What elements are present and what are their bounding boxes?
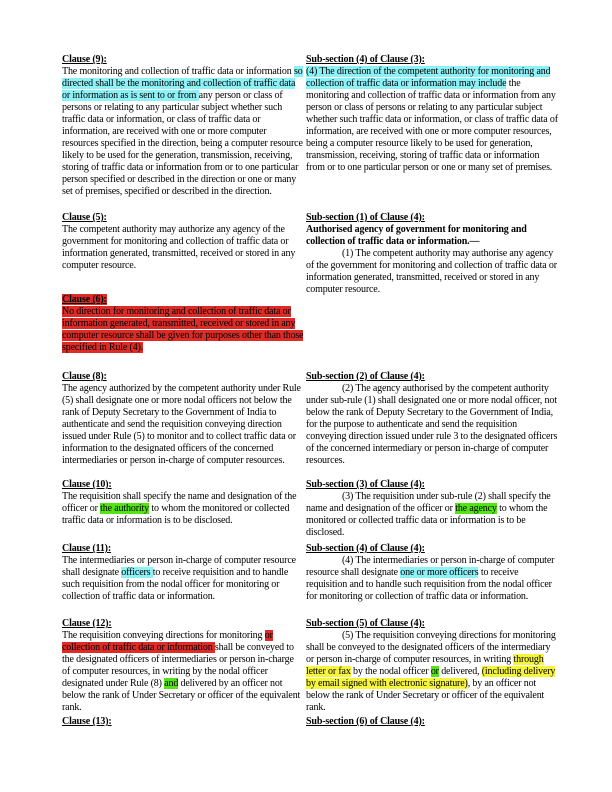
paragraph — [306, 224, 558, 248]
heading-text: Sub-section (4) of Clause (4): — [306, 543, 425, 554]
right-column-cell — [306, 543, 558, 603]
paragraph — [306, 491, 558, 539]
clause-heading — [62, 716, 304, 728]
text-run: The requisition conveying directions for monitoring — [62, 630, 265, 641]
text-run: , by an officer not below the rank of Under Secretary or officer of the equivalent rank. — [306, 678, 545, 713]
section — [62, 54, 304, 198]
heading-text: Sub-section (5) of Clause (4): — [306, 618, 425, 629]
text-run: (3) The requisition under sub-rule (2) shall specify the name and designation of the officer or — [306, 491, 551, 514]
right-column-cell — [306, 479, 558, 539]
paragraph — [306, 383, 558, 467]
section — [62, 212, 304, 272]
text-run: The monitoring and collection of traffic data or information — [62, 66, 294, 77]
heading-text: Sub-section (1) of Clause (4): — [306, 212, 425, 223]
highlighted-text-run: or collection of traffic data or information — [62, 630, 273, 653]
clause-heading — [62, 479, 304, 491]
section — [62, 716, 304, 728]
heading-text: Clause (5): — [62, 212, 107, 223]
right-column-cell — [306, 371, 558, 467]
paragraph — [62, 224, 304, 272]
section — [306, 54, 558, 174]
paragraph — [62, 66, 304, 198]
section — [306, 716, 558, 728]
heading-text: Sub-section (6) of Clause (4): — [306, 716, 425, 727]
heading-text: Clause (13): — [62, 716, 112, 727]
text-run: The competent authority may authorize any agency of the government for monitoring and collection of traffic data or information generated, transmitted, received or stored in any computer resource. — [62, 224, 296, 271]
left-column-cell — [62, 54, 304, 198]
right-column-cell — [306, 618, 558, 714]
highlighted-text-run: so directed shall be the monitoring and collection of traffic data or information as is sent to or from — [62, 66, 303, 101]
clause-heading — [62, 371, 304, 383]
highlighted-text-run: and — [164, 678, 179, 689]
right-column-cell — [306, 54, 558, 174]
heading-text: Clause (10): — [62, 479, 112, 490]
text-run: (1) The competent authority may authorise any agency of the government for monitoring and collection of traffic data or information generated, transmitted, received or stored in any computer resource. — [306, 248, 557, 295]
left-column-cell — [62, 212, 304, 354]
paragraph — [62, 306, 304, 354]
heading-text: Clause (6): — [62, 294, 107, 305]
subsection-heading — [306, 479, 558, 491]
text-run: any person or class of persons or relating to any particular subject whether such traffic data or information, or class of traffic data or information, are received with one or more computer resources specified in the direction, being a computer resource likely to be used for the generation, transmission, receiving, storing of traffic data or information from or to one particular person specified or described in the direction or one or many set of premises, specified or described in the direction. — [62, 90, 303, 197]
highlighted-text-run: through letter or fax — [306, 654, 544, 677]
text-run: to whom the monitored or collected traffic data or information is to be disclosed. — [62, 503, 290, 526]
section — [306, 479, 558, 539]
subsection-heading — [306, 716, 558, 728]
section — [62, 294, 304, 354]
subsection-heading — [306, 54, 558, 66]
right-column-cell — [306, 212, 558, 296]
highlighted-text-run: (including delivery by email signed with electronic signature) — [306, 666, 556, 689]
section — [62, 543, 304, 603]
left-column-cell — [62, 618, 304, 714]
highlighted-text-run: or — [430, 666, 439, 677]
right-column-cell — [306, 716, 558, 728]
paragraph — [62, 491, 304, 527]
paragraph — [62, 383, 304, 467]
text-run: (2) The agency authorised by the competent authority under sub-rule (1) shall designated one or more nodal officer, not below the rank of Deputy Secretary to the Government of India, for the purpose to authenticate and send the requisition conveying direction issued under rule 3 to the designated officers of the concerned intermediary or person in-charge of computer resources. — [306, 383, 558, 466]
text-run: (5) The requisition conveying directions for monitoring shall be conveyed to the designated officers of the intermediary or person in-charge of computer resources, in writing — [306, 630, 556, 665]
section — [306, 618, 558, 714]
text-run: the monitoring and collection of traffic data or information from any person or class of persons or relating to any particular subject whether such traffic data or information, or class of traffic data of information, are received with one or more computer resources, being a computer resource likely to be used for generation, transmission, receiving, storing of traffic data or information from or to one particular person or one or many set of premises. — [306, 78, 558, 173]
heading-text: Clause (9): — [62, 54, 107, 65]
highlighted-text-run: officers — [121, 567, 153, 578]
paragraph — [306, 248, 558, 296]
highlighted-text-run: No direction for monitoring and collection of traffic data or information generated, transmitted, received or stored in any computer resource shall be given for purposes other than those specified in Rule (4). — [62, 306, 304, 353]
paragraph — [306, 630, 558, 714]
text-run: shall be conveyed to the designated officers of intermediaries or person in-charge of computer resources, in writing by the nodal officer designated under Rule (8) — [62, 642, 294, 689]
left-column-cell — [62, 543, 304, 603]
subsection-heading — [306, 212, 558, 224]
subsection-heading — [306, 618, 558, 630]
clause-heading — [62, 54, 304, 66]
section — [306, 371, 558, 467]
section — [306, 212, 558, 296]
heading-text: Clause (8): — [62, 371, 107, 382]
highlighted-text-run: the agency — [455, 503, 497, 514]
heading-text: Clause (11): — [62, 543, 112, 554]
paragraph — [306, 555, 558, 603]
left-column-cell — [62, 479, 304, 527]
paragraph — [306, 66, 558, 174]
subsection-heading — [306, 543, 558, 555]
heading-text: Clause (12): — [62, 618, 112, 629]
paragraph — [62, 555, 304, 603]
text-run: The intermediaries or person in-charge of computer resource shall designate — [62, 555, 296, 578]
text-run: to whom the monitored or collected traffic data or information is to be disclosed. — [306, 503, 548, 538]
text-run: Authorised agency of government for monitoring and collection of traffic data or information.— — [306, 224, 527, 247]
text-run: by the nodal officer — [350, 666, 431, 677]
left-column-cell — [62, 371, 304, 467]
text-run: delivered, — [438, 666, 482, 677]
text-run: The agency authorized by the competent authority under Rule (5) shall designate one or more nodal officers not below the rank of Deputy Secretary to the Government of India to authenticate and send the requisition conveying direction issued under Rule (5) to monitor and to collect traffic data or information to the designated officers of the concerned intermediaries or person in-charge of computer resources. — [62, 383, 301, 466]
text-run: to receive requisition and to handle such requisition from the nodal officer for monitoring or collection of traffic data or information. — [62, 567, 289, 602]
text-run: (4) The intermediaries or person in-charge of computer resource shall designate — [306, 555, 555, 578]
section — [306, 543, 558, 603]
clause-heading — [62, 212, 304, 224]
highlighted-text-run: (4) The direction of the competent authority for monitoring and collection of traffic data or information may include — [306, 66, 551, 89]
section — [62, 371, 304, 467]
clause-heading — [62, 618, 304, 630]
subsection-heading — [306, 371, 558, 383]
section — [62, 618, 304, 714]
left-column-cell — [62, 716, 304, 728]
text-run: delivered by an officer not below the rank of Under Secretary or officer of the equivalent rank. — [62, 678, 301, 713]
heading-text: Sub-section (2) of Clause (4): — [306, 371, 425, 382]
clause-heading — [62, 294, 304, 306]
paragraph — [62, 630, 304, 714]
clause-heading — [62, 543, 304, 555]
highlighted-text-run: the authority — [100, 503, 150, 514]
text-run: to receive requisition and to handle such requisition from the nodal officer for monitoring or collection of traffic data or information. — [306, 567, 552, 602]
section — [62, 479, 304, 527]
text-run: The requisition shall specify the name and designation of the officer or — [62, 491, 297, 514]
heading-text: Sub-section (3) of Clause (4): — [306, 479, 425, 490]
highlighted-text-run: one or more officers — [400, 567, 479, 578]
heading-text: Sub-section (4) of Clause (3): — [306, 54, 425, 65]
